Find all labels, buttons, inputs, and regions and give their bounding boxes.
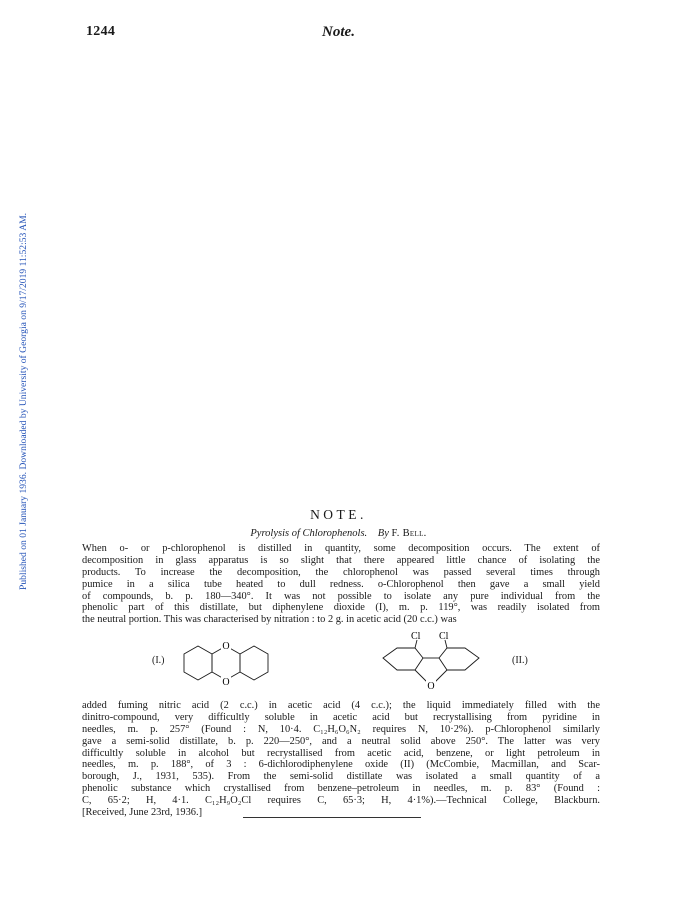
- text-line: When o- or p-chlorophenol is distilled in quantity, some decomposition occurs. The extent of: [82, 543, 600, 554]
- formula-label-I: (I.): [152, 655, 165, 666]
- text-line: difficultly soluble in alcohol but recrystallised from acetic acid, benzene, or light petroleum in: [82, 747, 600, 759]
- paragraph-1: [82, 543, 600, 626]
- text-line: of compounds, b. p. 180—340°. It was not possible to isolate any pure individual from the: [82, 590, 600, 602]
- formula-label-II: (II.): [512, 655, 528, 666]
- text-line: phenolic part of this distillate, but diphenylene dioxide (I), m. p. 119°, was readily isolated from: [82, 602, 600, 614]
- end-rule: [243, 817, 421, 818]
- text-line: dinitro-compound, very difficultly soluble in acetic acid but recrystallising from pyridine in: [82, 711, 600, 723]
- dichlorodiphenylene-oxide-structure: [375, 628, 505, 696]
- text-line: needles, m. p. 188°, of 3 : 6-dichlorodiphenylene oxide (II) (McCombie, Macmillan, and Scar-: [82, 759, 600, 771]
- note-heading: NOTE.: [310, 507, 367, 522]
- note-author: F. Bell.: [391, 528, 427, 539]
- text-line: added fuming nitric acid (2 c.c.) in acetic acid (4 c.c.); the liquid immediately filled with the: [82, 700, 600, 711]
- text-line: decomposition in glass apparatus is so slight that there appeared little chance of isolating the: [82, 554, 600, 566]
- paragraph-2: [82, 700, 600, 819]
- provenance-watermark: Published on 01 January 1936. Downloaded by University of Georgia on 9/17/2019 11:52:53 AM.: [18, 212, 29, 590]
- byline-by: By: [377, 528, 389, 539]
- note-byline: [0, 528, 677, 539]
- atom-O-top: O: [222, 641, 230, 652]
- text-line: [Received, June 23rd, 1936.]: [82, 807, 203, 819]
- atom-Cl-left: Cl: [411, 631, 421, 642]
- text-line: pumice in a silica tube heated to dull redness. o-Chlorophenol then gave a small yield: [82, 578, 600, 590]
- text-line: borough, J., 1931, 535). From the semi-solid distillate was isolated a small quantity of a: [82, 771, 600, 783]
- note-title: Pyrolysis of Chlorophenols.: [250, 528, 368, 539]
- running-head: Note.: [322, 24, 355, 40]
- text-line: needles, m. p. 257° (Found : N, 10·4. C₁₂H₆O₆N₂ requires N, 10·2%). p-Chlorophenol similarly: [82, 723, 600, 735]
- text-line: the neutral portion. This was characterised by nitration : to 2 g. in acetic acid (20 c.c.) was: [82, 614, 457, 626]
- text-line: gave a semi-solid distillate, b. p. 220—250°, and a neutral solid above 250°. The latter was very: [82, 735, 600, 747]
- atom-O-bottom: O: [222, 677, 230, 688]
- text-line: C, 65·2; H, 4·1. C₁₂H₉O₂Cl requires C, 65·3; H, 4·1%).—Technical College, Blackburn.: [82, 795, 600, 807]
- page-number: 1244: [86, 24, 116, 39]
- text-line: products. To increase the decomposition, the chlorophenol was passed several times through: [82, 566, 600, 578]
- atom-Cl-right: Cl: [439, 631, 449, 642]
- text-line: phenolic substance which crystallised from benzene–petroleum in needles, m. p. 83° (Found :: [82, 783, 600, 795]
- diphenylene-dioxide-structure: [178, 636, 308, 694]
- atom-O-bridge: O: [427, 681, 435, 692]
- structural-formulas: [82, 631, 600, 694]
